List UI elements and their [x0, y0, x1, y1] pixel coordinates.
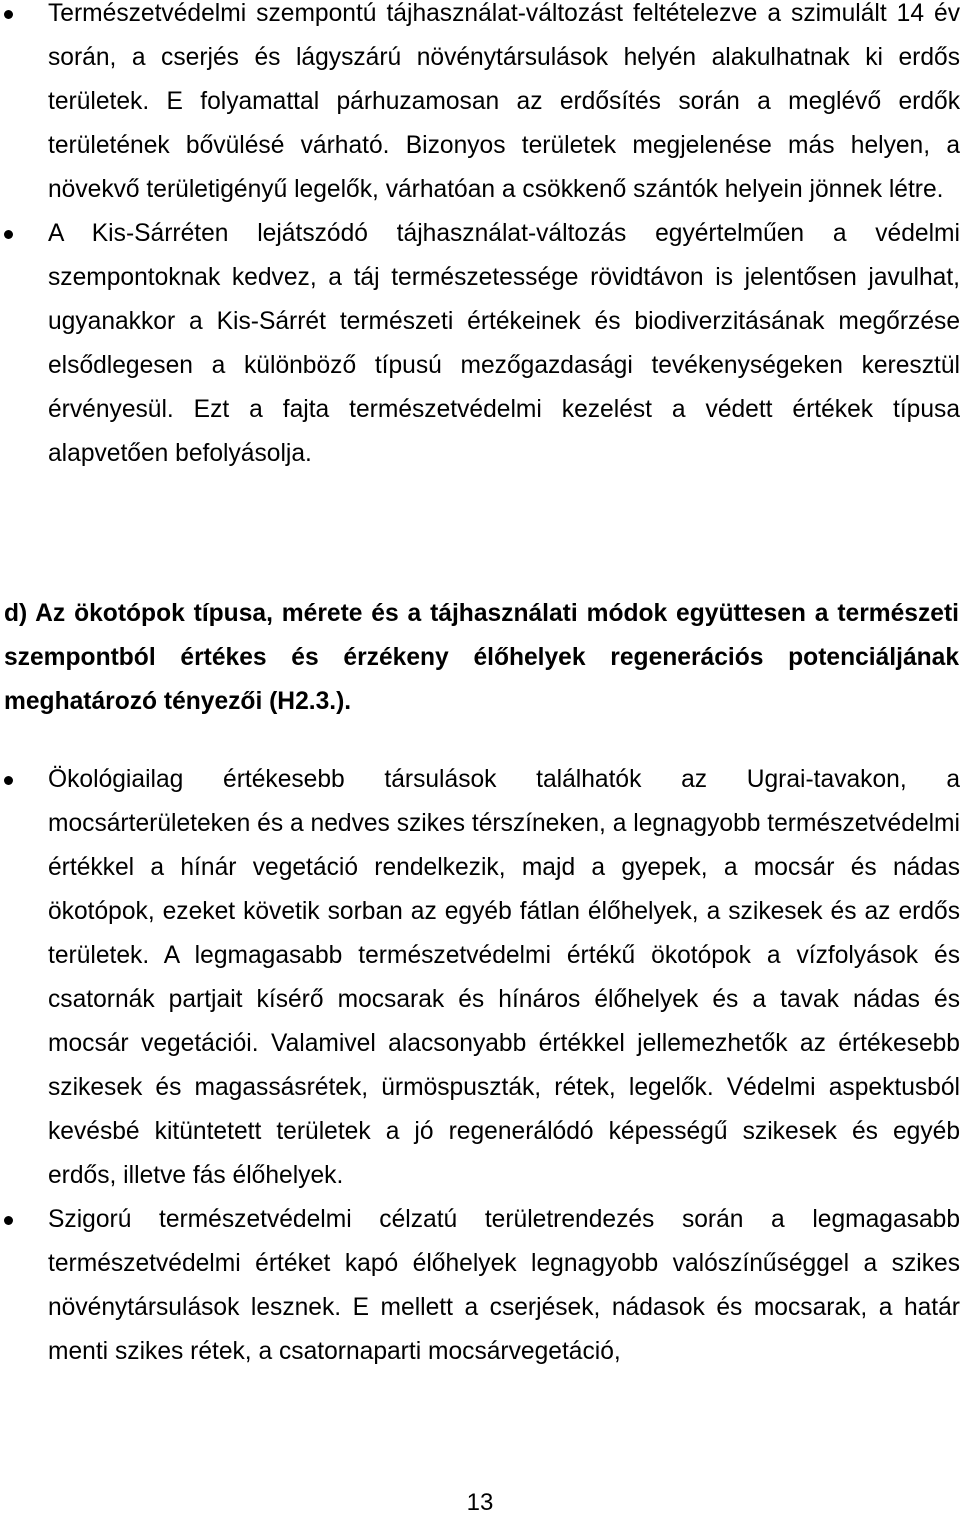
list-item-text: Természetvédelmi szempontú tájhasználat-változást feltételezve a szimulált 14 év során, a cserjés és lágyszárú növénytársulások helyén alakulhatnak ki erdős területek. E folyamattal párhuzamosan az erdősítés során a meglévő erdők területének bővülésé várható. Bizonyos területek megjelenése más helyen, a növekvő területigényű legelők, várhatóan a csökkenő szántók helyein jönnek létre. — [48, 0, 960, 203]
bullet-icon — [4, 230, 13, 239]
list-item — [0, 0, 960, 212]
list-item-text: Ökológiailag értékesebb társulások találhatók az Ugrai-tavakon, a mocsárterületeken és a nedves szikes térszíneken, a legnagyobb természetvédelmi értékkel a hínár vegetáció rendelkezik, majd a gyepek, a mocsár és nádas ökotópok, ezeket követik sorban az egyéb fátlan élőhelyek, a szikesek és az erdős területek. A legmagasabb természetvédelmi értékű ökotópok a vízfolyások és csatornák partjait kísérő mocsarak és hínáros élőhelyek és a tavak nádas és mocsár vegetációi. Valamivel alacsonyabb értékkel jellemezhetők az értékesebb szikesek és magassásrétek, ürmöspuszták, rétek, legelők. Védelmi aspektusból kevésbé kitüntetett területek a jó regenerálódó képességű szikesek és egyéb erdős, illetve fás élőhelyek. — [48, 766, 960, 1189]
list-item-text: A Kis-Sárréten lejátszódó tájhasználat-változás egyértelműen a védelmi szempontoknak kedvez, a táj természetessége rövidtávon is jelentősen javulhat, ugyanakkor a Kis-Sárrét természeti értékeinek és biodiverzitásának megőrzése elsődlegesen a különböző típusú mezőgazdasági tevékenységeken keresztül érvényesül. Ezt a fajta természetvédelmi kezelést a védett értékek típusa alapvetően befolyásolja. — [48, 220, 960, 467]
bullet-icon — [4, 1216, 13, 1225]
bullet-icon — [4, 10, 13, 19]
page-number: 13 — [466, 1489, 494, 1516]
bullet-icon — [4, 776, 13, 785]
list-item — [0, 212, 960, 476]
list-item-text: Szigorú természetvédelmi célzatú területrendezés során a legmagasabb természetvédelmi értéket kapó élőhelyek legnagyobb valószínűséggel a szikes növénytársulások lesznek. E mellett a cserjések, nádasok és mocsarak, a határ menti szikes rétek, a csatornaparti mocsárvegetáció, — [48, 1206, 960, 1365]
section-heading: d) Az ökotópok típusa, mérete és a tájhasználati módok együttesen a természeti szempontból értékes és érzékeny élőhelyek regenerációs potenciáljának meghatározó tényezői (H2.3.). — [4, 600, 959, 715]
list-item — [0, 1198, 960, 1374]
bullet-list-top — [0, 0, 960, 476]
bullet-list-bottom — [0, 758, 960, 1374]
list-item — [0, 758, 960, 1198]
